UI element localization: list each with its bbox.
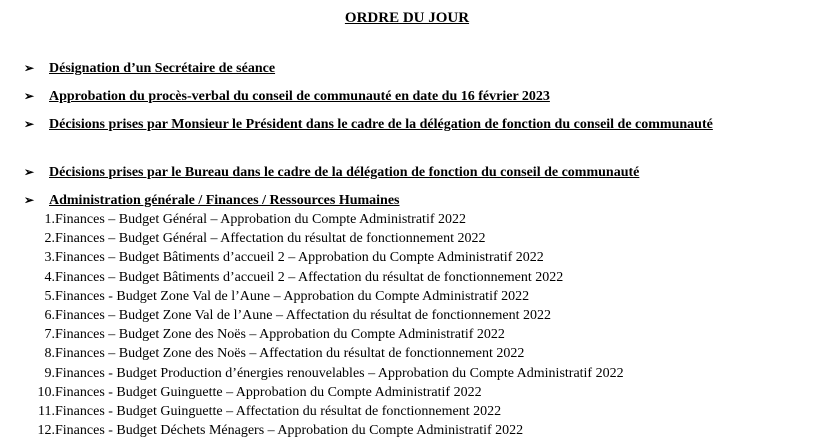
list-item [33, 287, 624, 306]
item-number: 3. [44, 250, 55, 266]
item-text: Finances – Budget Zone des Noës – Approbation du Compte Administratif 2022 [55, 327, 505, 343]
agenda-section-text: Décisions prises par le Bureau dans le cadre de la délégation de fonction du conseil de communauté [49, 165, 640, 180]
item-number: 7. [44, 327, 55, 343]
list-item [33, 306, 624, 325]
arrowhead-bullet-icon: ➢ [24, 193, 35, 207]
agenda-section [24, 192, 784, 209]
arrowhead-bullet-icon: ➢ [24, 89, 35, 103]
arrowhead-bullet-icon: ➢ [24, 165, 35, 179]
item-text: Finances – Budget Zone des Noës – Affectation du résultat de fonctionnement 2022 [55, 346, 525, 362]
item-text: Finances – Budget Général – Affectation du résultat de fonctionnement 2022 [55, 231, 486, 247]
agenda-section [24, 164, 784, 181]
item-number: 11. [38, 403, 55, 419]
agenda-section-text: Administration générale / Finances / Ressources Humaines [49, 193, 400, 208]
item-number: 10. [37, 384, 55, 400]
agenda-section-text: Désignation d’un Secrétaire de séance [49, 61, 276, 76]
item-number: 12. [37, 423, 55, 439]
item-number: 1. [44, 212, 55, 227]
item-text: Finances – Budget Général – Approbation du Compte Administratif 2022 [55, 212, 466, 227]
list-item [33, 268, 624, 287]
item-number: 2. [44, 231, 55, 247]
agenda-section [24, 116, 784, 133]
agenda-section [24, 88, 784, 105]
item-text: Finances – Budget Bâtiments d’accueil 2 – Approbation du Compte Administratif 2022 [55, 250, 544, 266]
item-number: 8. [44, 346, 55, 362]
item-text: Finances – Budget Zone Val de l’Aune – Affectation du résultat de fonctionnement 2022 [55, 307, 551, 323]
list-item [33, 229, 624, 248]
item-text: Finances - Budget Guinguette – Affectation du résultat de fonctionnement 2022 [55, 403, 502, 419]
page-title: ORDRE DU JOUR [344, 10, 470, 26]
item-text: Finances - Budget Production d’énergies renouvelables – Approbation du Compte Administratif 2022 [55, 365, 624, 381]
agenda-section-text: Décisions prises par Monsieur le Président dans le cadre de la délégation de fonction du conseil de communauté [49, 117, 713, 132]
arrowhead-bullet-icon: ➢ [24, 117, 35, 131]
list-item [33, 364, 624, 383]
list-item [33, 402, 624, 421]
item-number: 9. [44, 365, 55, 381]
list-item [33, 325, 624, 344]
item-number: 5. [44, 288, 55, 304]
list-item [33, 248, 624, 267]
item-text: Finances – Budget Bâtiments d’accueil 2 – Affectation du résultat de fonctionnement 2022 [55, 269, 564, 285]
arrowhead-bullet-icon: ➢ [24, 61, 35, 75]
item-number: 6. [44, 307, 55, 323]
list-item [33, 383, 624, 402]
list-item [33, 344, 624, 363]
item-text: Finances - Budget Déchets Ménagers – Approbation du Compte Administratif 2022 [55, 423, 524, 439]
item-text: Finances - Budget Zone Val de l’Aune – Approbation du Compte Administratif 2022 [55, 288, 530, 304]
item-number: 4. [44, 269, 55, 285]
list-item [33, 421, 624, 440]
agenda-section [24, 60, 784, 77]
item-text: Finances - Budget Guinguette – Approbation du Compte Administratif 2022 [55, 384, 482, 400]
list-item [33, 210, 624, 229]
agenda-item-list [33, 210, 624, 440]
agenda-section-text: Approbation du procès-verbal du conseil de communauté en date du 16 février 2023 [49, 89, 550, 104]
